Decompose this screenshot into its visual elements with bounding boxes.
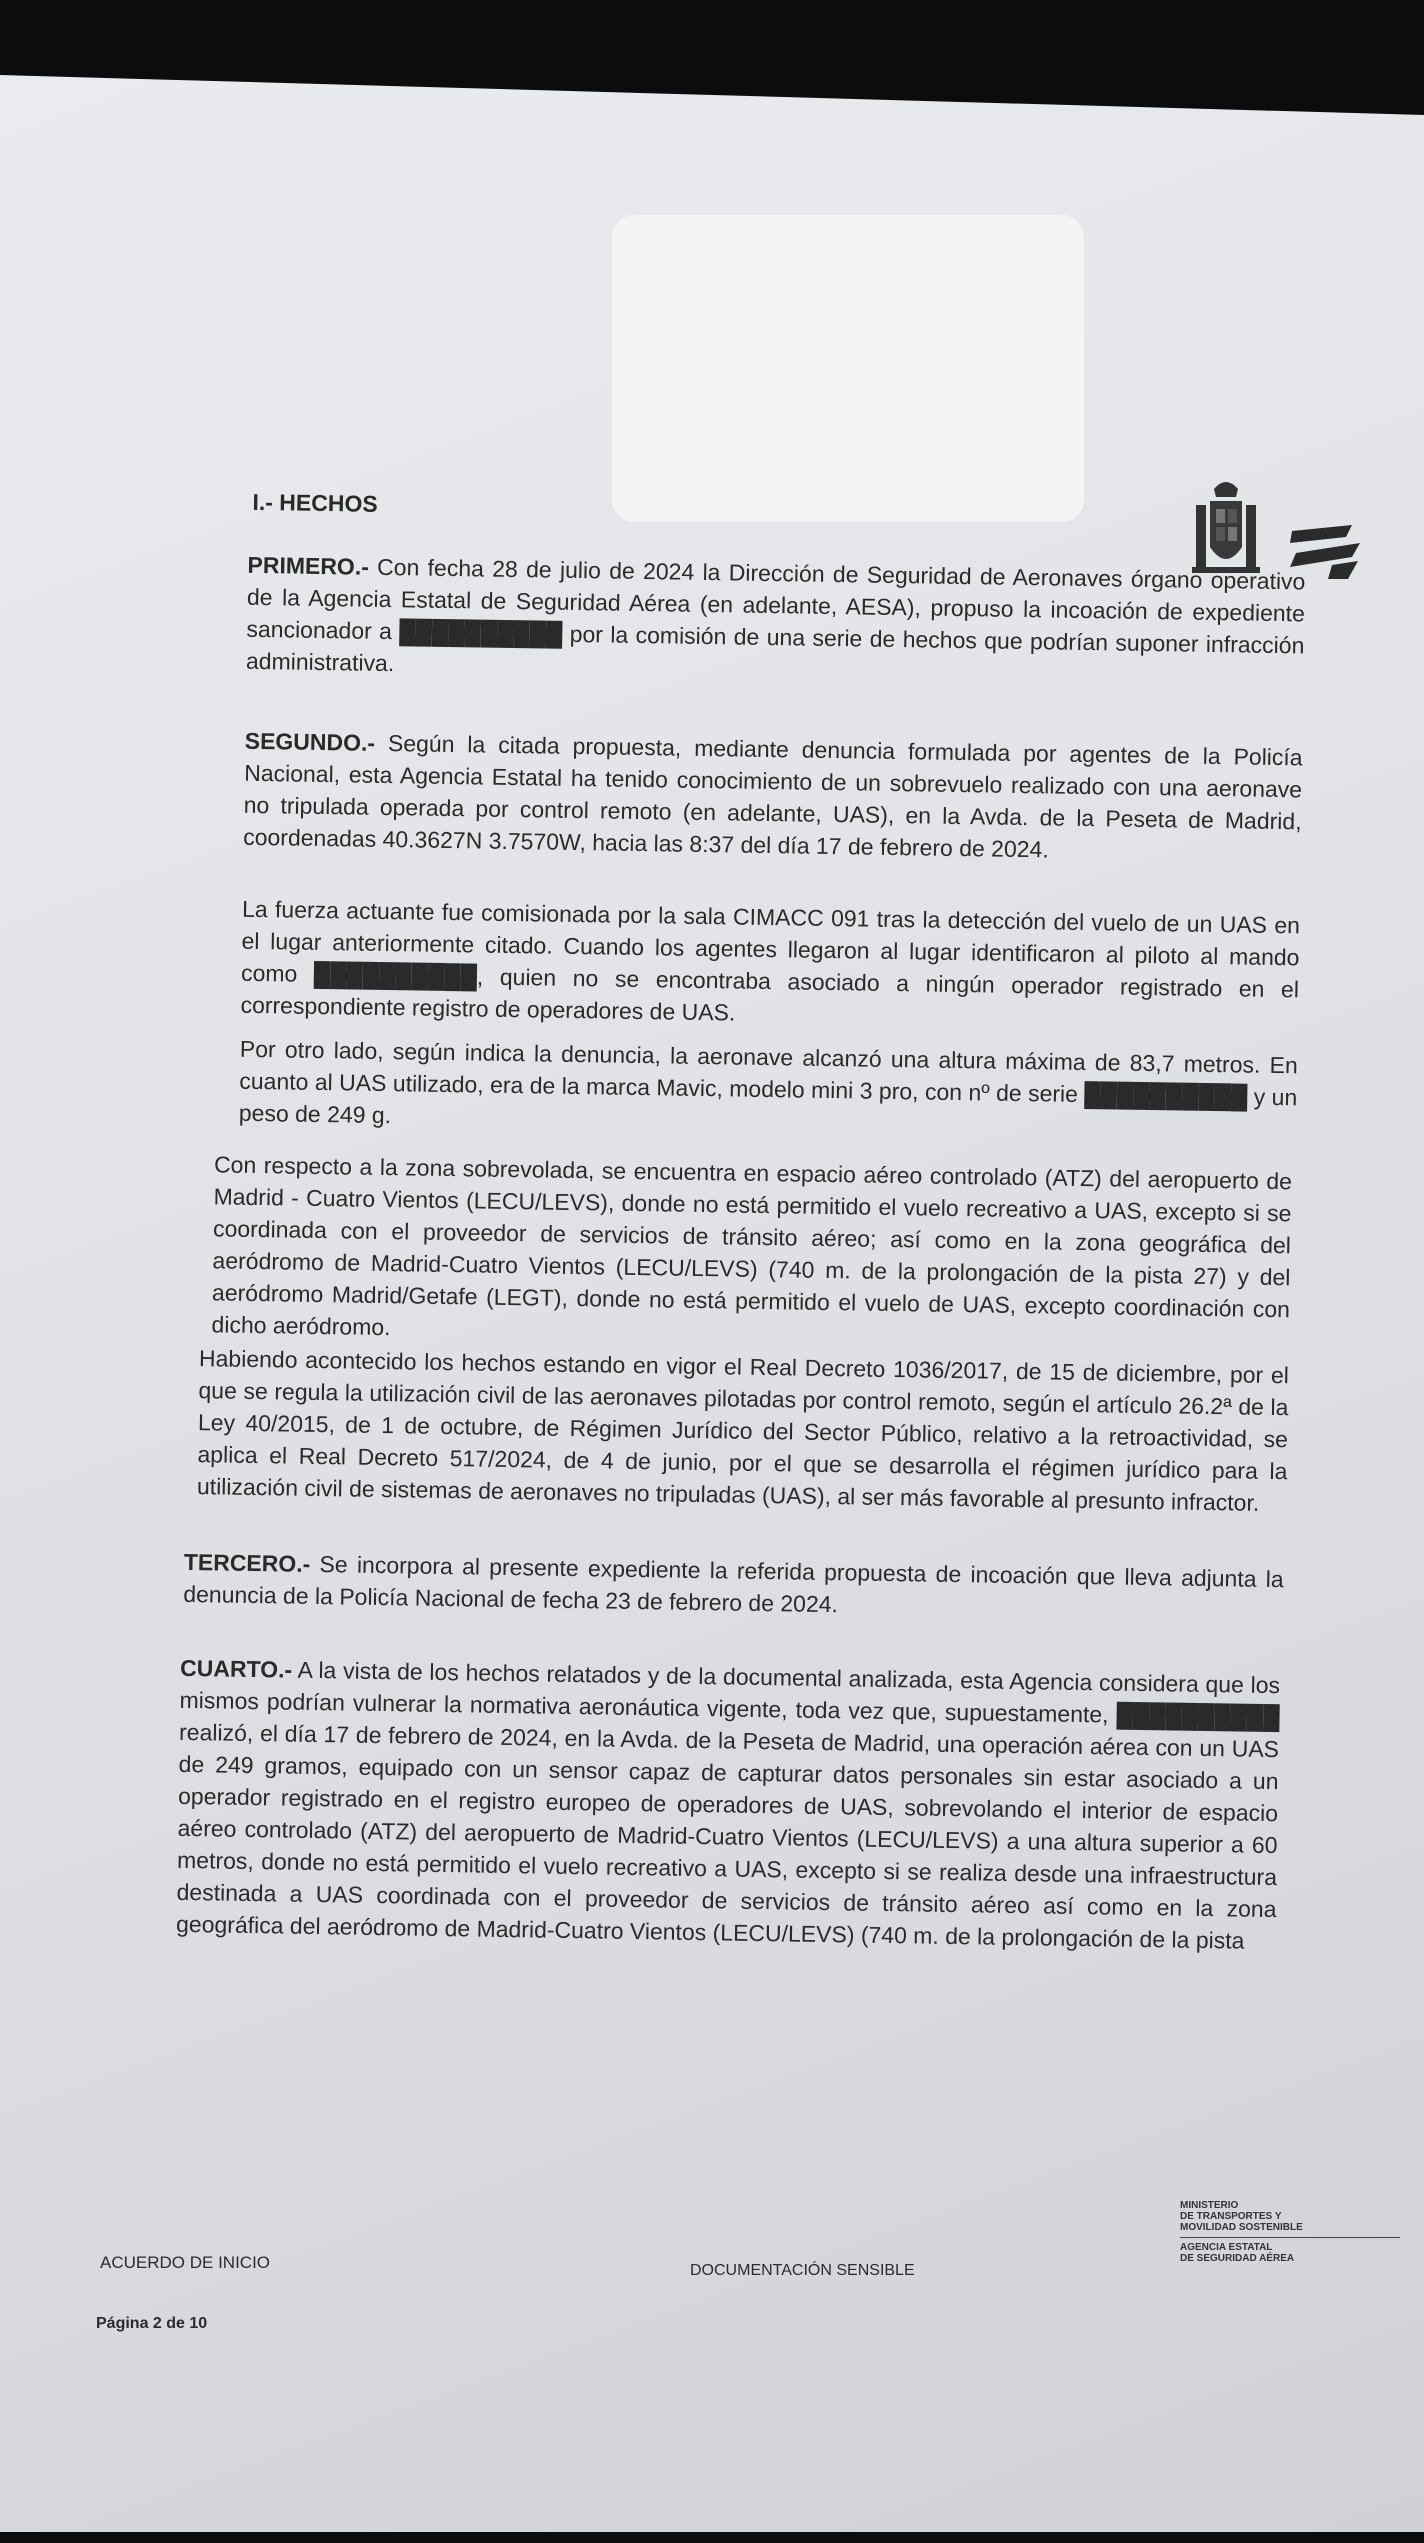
ministry-block — [1180, 2200, 1400, 2264]
paragraph-otro-lado: Por otro lado, según indica la denuncia, la aeronave alcanzó una altura máxima de 83,7 metros. En cuanto al UAS utilizado, era de la marca Mavic, modelo mini 3 pro, con nº de serie ██████████ y un peso de 249 g. — [238, 1035, 1298, 1129]
paragraph-primero — [246, 549, 1306, 694]
ministry-divider — [1180, 2237, 1400, 2238]
paragraph-tercero — [183, 1546, 1284, 1627]
paragraph-zona: Con respecto a la zona sobrevolada, se encuentra en espacio aéreo controlado (ATZ) del aeropuerto de Madrid - Cuatro Vientos (LECU/LEVS), donde no está permitido el vuelo recreativo a UAS, excepto si se coordinada con el proveedor de servicios de tránsito aéreo; así como en la zona geográfica del aeródromo de Madrid-Cuatro Vientos (LECU/LEVS) (740 m. de la prolongación de la pista 27) y del aeródromo Madrid/Getafe (LEGT), donde no está permitido el vuelo de UAS, excepto coordinación con dicho aeródromo. — [211, 1151, 1293, 1341]
primero-text: Con fecha 28 de julio de 2024 la Dirección de Seguridad de Aeronaves órgano operativo de la Agencia Estatal de Seguridad Aérea (en adelante, AESA), propuso la incoación de expediente sancionador a ██████████ por la comisión de una serie de hechos que podrían suponer infracción administrativa. — [245, 553, 1306, 677]
agency-line-2: DE SEGURIDAD AÉREA — [1180, 2253, 1295, 2264]
ministry-line-1: MINISTERIO — [1180, 2200, 1239, 2211]
agency-line-1: AGENCIA ESTATAL — [1180, 2242, 1273, 2253]
footer-document-type: ACUERDO DE INICIO — [100, 2253, 271, 2272]
cuarto-text: A la vista de los hechos relatados y de la documental analizada, esta Agencia considera que los mismos podrían vulnerar la normativa aeronáutica vigente, toda vez que, supuestamente, ██████████ realizó, el día 17 de febrero de 2024, en la Avda. de la Peseta de Madrid, una operación aérea con un UAS de 249 gramos, equipado con un sensor capaz de capturar datos personales sin estar asociado a un operador registrado en el registro europeo de operadores de UAS, sobrevolando el interior de espacio aéreo controlado (ATZ) del aeropuerto de Madrid-Cuatro Vientos (LECU/LEVS) a una altura superior a 60 metros, donde no está permitido el vuelo recreativo a UAS, excepto si se realiza desde una infraestructura destinada a UAS coordinada con el proveedor de servicios de tránsito aéreo así como en la zona geográfica del aeródromo de Madrid-Cuatro Vientos (LECU/LEVS) (740 m. de la prolongación de la pista — [175, 1656, 1281, 1954]
segundo-text: Según la citada propuesta, mediante denuncia formulada por agentes de la Policía Nacional, esta Agencia Estatal ha tenido conocimiento de un sobrevuelo realizado con una aeronave no tripulada operada por control remoto (en adelante, UAS), en la Avda. de la Peseta de Madrid, coordenadas 40.3627N 3.7570W, hacia las 8:37 del día 17 de febrero de 2024. — [243, 729, 1303, 863]
ministry-line-2: DE TRANSPORTES Y — [1180, 2211, 1282, 2222]
tercero-label: TERCERO.- — [183, 1548, 311, 1577]
ministry-line-3: MOVILIDAD SOSTENIBLE — [1180, 2222, 1303, 2233]
tercero-text: Se incorpora al presente expediente la referida propuesta de incoación que lleva adjunta la denuncia de la Policía Nacional de fecha 23 de febrero de 2024. — [183, 1550, 1284, 1618]
section-title: I.- HECHOS — [252, 488, 378, 517]
segundo-label: SEGUNDO.- — [244, 727, 376, 756]
page-number: Página 2 de 10 — [96, 2315, 208, 2332]
primero-label: PRIMERO.- — [247, 551, 370, 580]
paragraph-fuerza: La fuerza actuante fue comisionada por la sala CIMACC 091 tras la detección del vuelo de un UAS en el lugar anteriormente citado. Cuando los agentes llegaron al lugar identificaron al piloto al mando como ██████████, quien no se encontraba asociado a ningún operador registrado en el correspondiente registro de operadores de UAS. — [240, 895, 1301, 1026]
paragraph-habiendo: Habiendo acontecido los hechos estando en vigor el Real Decreto 1036/2017, de 15 de diciembre, por el que se regula la utilización civil de las aeronaves pilotadas por control remoto, según el artículo 26.2ª de la Ley 40/2015, de 1 de octubre, de Régimen Jurídico del Sector Público, relativo a la retroactividad, se aplica el Real Decreto 517/2024, de 4 de junio, por el que se desarrolla el régimen jurídico para la utilización civil de sistemas de aeronaves no tripuladas (UAS), al ser más favorable al presunto infractor. — [196, 1345, 1290, 1516]
paragraph-cuarto — [176, 1652, 1280, 1957]
paragraph-segundo — [243, 725, 1303, 870]
cuarto-label: CUARTO.- — [179, 1654, 293, 1683]
footer-sensitive-label: DOCUMENTACIÓN SENSIBLE — [690, 2262, 915, 2279]
